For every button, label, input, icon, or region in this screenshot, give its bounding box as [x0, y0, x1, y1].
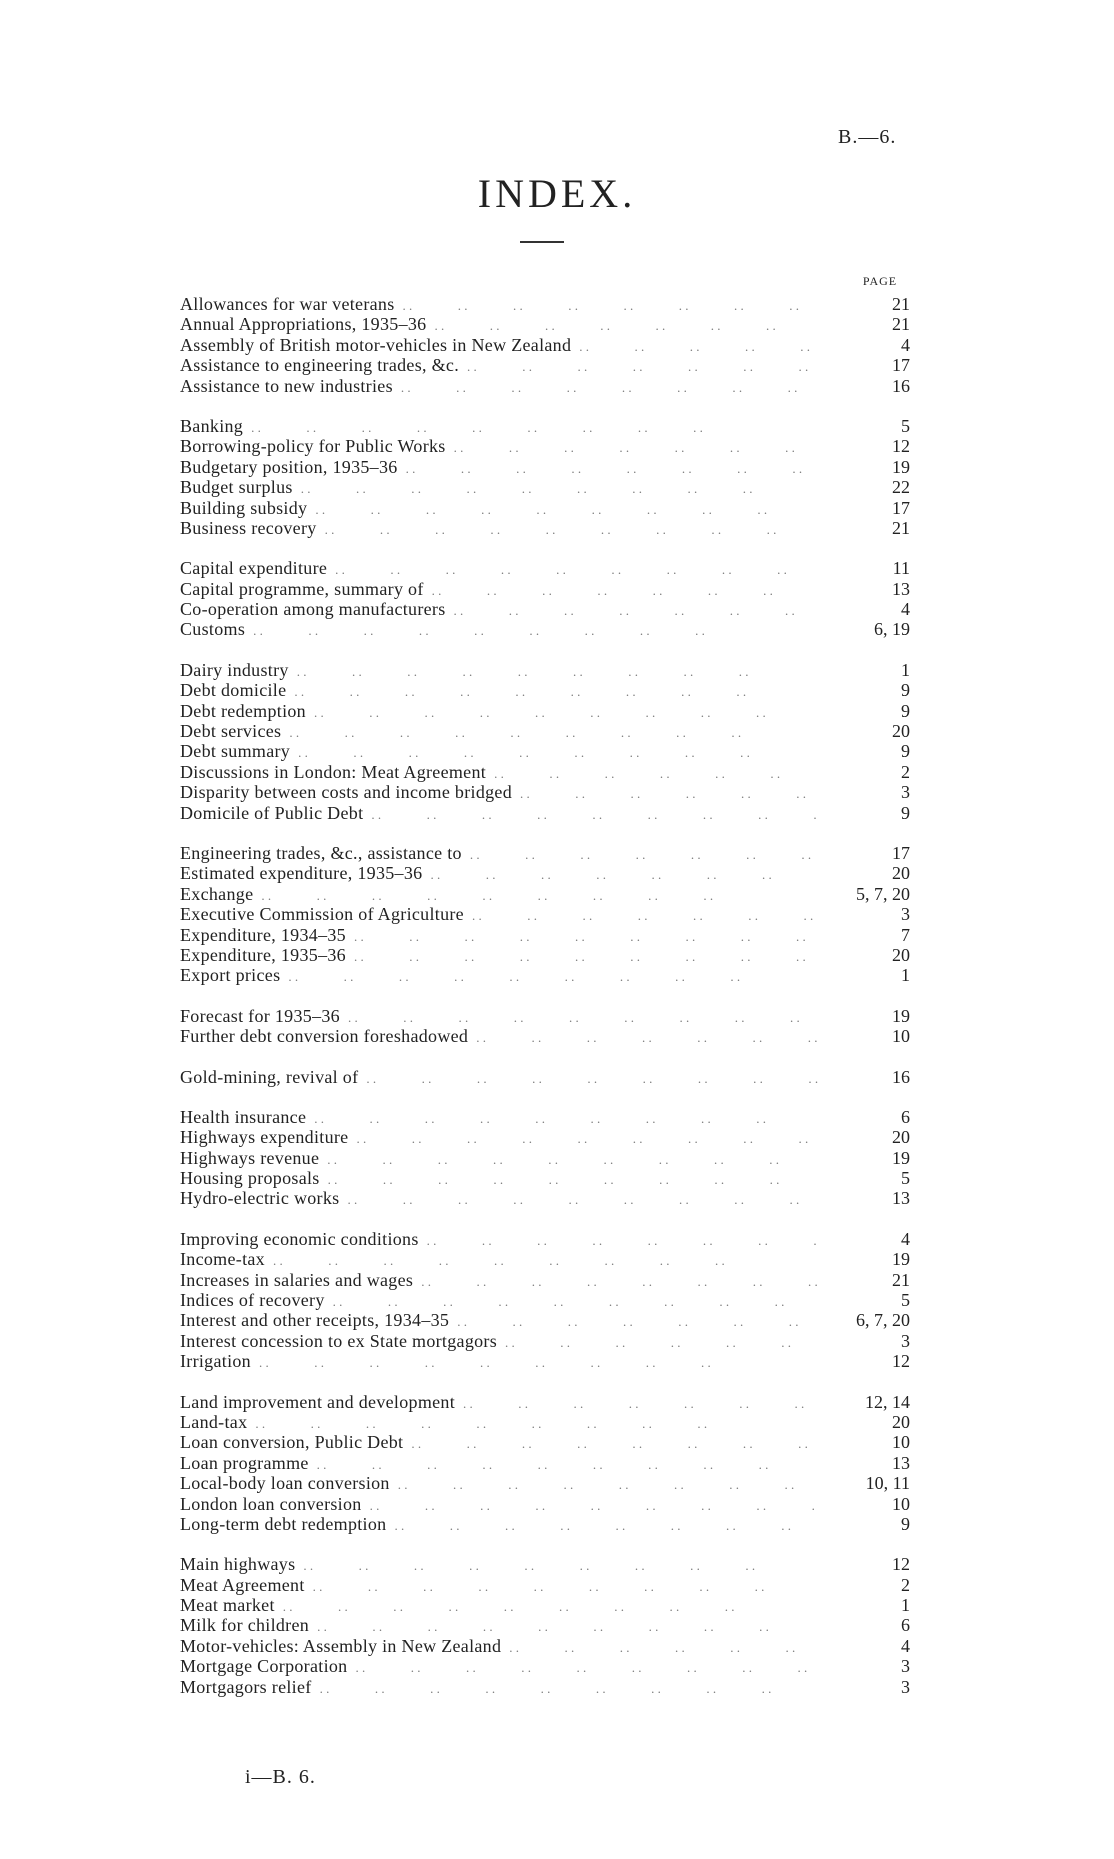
index-entry [180, 1473, 910, 1493]
index-term: London loan conversion [180, 1493, 362, 1514]
index-entry [180, 1310, 910, 1330]
index-entry [180, 294, 910, 314]
dot-leader [406, 459, 818, 479]
index-entry [180, 904, 910, 924]
dot-leader [294, 682, 818, 702]
index-page-number: 20 [892, 944, 910, 965]
index-entry [180, 1554, 910, 1574]
index-entry [180, 1494, 910, 1514]
index-page-number: 17 [892, 355, 910, 376]
index-term: Land-tax [180, 1411, 248, 1432]
index-page-number: 9 [901, 680, 910, 701]
index-entry [180, 1331, 910, 1351]
index-page-number: 6, 19 [874, 619, 910, 640]
dot-leader [255, 1414, 818, 1434]
dot-leader [347, 1190, 818, 1210]
dot-leader [283, 1597, 818, 1617]
dot-leader [317, 1455, 818, 1475]
index-page-number: 20 [892, 721, 910, 742]
dot-leader [366, 1069, 818, 1089]
dot-leader [454, 601, 818, 621]
index-term: Local-body loan conversion [180, 1473, 390, 1494]
index-page-number: 2 [901, 761, 910, 782]
dot-leader [470, 845, 818, 865]
dot-leader [398, 1475, 818, 1495]
index-entry [180, 579, 910, 599]
index-entry [180, 741, 910, 761]
index-term: Long-term debt redemption [180, 1513, 387, 1534]
index-entry [180, 1148, 910, 1168]
index-page-number: 3 [901, 904, 910, 925]
index-entry [180, 416, 910, 436]
dot-leader [370, 1496, 818, 1516]
index-term: Debt summary [180, 741, 291, 762]
index-page-number: 11 [892, 558, 910, 579]
index-page-number: 4 [901, 334, 910, 355]
index-entry [180, 721, 910, 741]
index-page-number: 21 [892, 294, 910, 314]
index-entry [180, 1006, 910, 1026]
index-entry [180, 1392, 910, 1412]
index-group [180, 1229, 910, 1372]
index-entry [180, 1595, 910, 1615]
index-term: Loan conversion, Public Debt [180, 1432, 404, 1453]
index-page-number: 9 [901, 1513, 910, 1534]
index-page-number: 1 [901, 965, 910, 986]
index-entry [180, 477, 910, 497]
index-page-number: 3 [901, 1676, 910, 1697]
index-page-number: 10 [892, 1493, 910, 1514]
dot-leader [333, 1292, 818, 1312]
index-group [180, 660, 910, 823]
dot-leader [251, 418, 818, 438]
index-entry [180, 335, 910, 355]
index-term: Meat market [180, 1595, 275, 1616]
index-group [180, 1107, 910, 1209]
dot-leader [454, 438, 818, 458]
title-rule [520, 241, 564, 243]
index-term: Interest concession to ex State mortgagors [180, 1330, 498, 1351]
dot-leader [328, 1170, 818, 1190]
index-entry [180, 558, 910, 578]
index-page-number: 6 [901, 1615, 910, 1636]
index-entry [180, 1067, 910, 1087]
index-group [180, 1067, 910, 1087]
index-term: Customs [180, 619, 246, 640]
dot-leader [509, 1638, 818, 1658]
index-list [180, 294, 910, 1717]
dot-leader [355, 1658, 818, 1678]
index-term: Assembly of British motor-vehicles in New Zealand [180, 334, 572, 355]
index-term: Disparity between costs and income bridged [180, 782, 513, 803]
index-term: Highways revenue [180, 1147, 320, 1168]
index-page-number: 12, 14 [865, 1391, 910, 1412]
index-term: Budgetary position, 1935–36 [180, 456, 398, 477]
dot-leader [314, 1109, 818, 1129]
index-term: Assistance to new industries [180, 375, 393, 396]
index-term: Capital expenditure [180, 558, 328, 579]
index-page-number: 16 [892, 375, 910, 396]
dot-leader [421, 1272, 818, 1292]
index-page-number: 20 [892, 863, 910, 884]
footer-signature: i—B. 6. [245, 1766, 316, 1788]
index-group [180, 843, 910, 986]
dot-leader [371, 805, 818, 825]
page-title: INDEX. [477, 171, 637, 216]
index-page-number: 22 [892, 477, 910, 498]
index-entry [180, 518, 910, 538]
dot-leader [288, 967, 818, 987]
index-entry [180, 457, 910, 477]
index-page-number: 10 [892, 1432, 910, 1453]
index-term: Motor-vehicles: Assembly in New Zealand [180, 1635, 502, 1656]
index-page-number: 1 [901, 659, 910, 680]
index-term: Debt domicile [180, 680, 287, 701]
index-term: Hydro-electric works [180, 1188, 340, 1209]
dot-leader [520, 784, 818, 804]
index-term: Budget surplus [180, 477, 293, 498]
index-term: Gold-mining, revival of [180, 1066, 359, 1087]
index-term: Expenditure, 1934–35 [180, 924, 346, 945]
index-page-number: 21 [892, 314, 910, 335]
index-page-number: 17 [892, 842, 910, 863]
index-entry [180, 1229, 910, 1249]
index-entry [180, 436, 910, 456]
dot-leader [457, 1312, 818, 1332]
dot-leader [313, 1577, 818, 1597]
dot-leader [579, 337, 818, 357]
dot-leader [325, 520, 818, 540]
dot-leader [434, 316, 818, 336]
index-term: Housing proposals [180, 1168, 320, 1189]
index-term: Main highways [180, 1554, 296, 1575]
index-page-number: 13 [892, 578, 910, 599]
index-entry [180, 1188, 910, 1208]
index-page-number: 6, 7, 20 [856, 1310, 910, 1331]
index-page-number: 12 [892, 1351, 910, 1372]
index-page-number: 6 [901, 1106, 910, 1127]
index-term: Indices of recovery [180, 1290, 325, 1311]
index-entry [180, 1270, 910, 1290]
page-reference: B.—6. [838, 126, 897, 148]
index-entry [180, 843, 910, 863]
index-page-number: 3 [901, 1656, 910, 1677]
index-term: Mortgagors relief [180, 1676, 312, 1697]
index-page-number: 19 [892, 1005, 910, 1026]
index-term: Increases in salaries and wages [180, 1269, 414, 1290]
dot-leader [297, 662, 818, 682]
index-term: Health insurance [180, 1106, 307, 1127]
index-entry [180, 599, 910, 619]
index-entry [180, 1107, 910, 1127]
dot-leader [354, 947, 818, 967]
index-group [180, 416, 910, 538]
index-entry [180, 1432, 910, 1452]
index-term: Domicile of Public Debt [180, 802, 364, 823]
index-term: Estimated expenditure, 1935–36 [180, 863, 423, 884]
index-page-number: 9 [901, 700, 910, 721]
dot-leader [432, 581, 818, 601]
index-page-number: 20 [892, 1127, 910, 1148]
index-term: Irrigation [180, 1351, 251, 1372]
index-page-number: 4 [901, 599, 910, 620]
index-entry [180, 680, 910, 700]
dot-leader [356, 1129, 818, 1149]
index-term: Dairy industry [180, 659, 289, 680]
page-column-heading: PAGE [862, 274, 898, 288]
dot-leader [298, 743, 818, 763]
index-entry [180, 1636, 910, 1656]
dot-leader [317, 1617, 818, 1637]
index-page-number: 3 [901, 1330, 910, 1351]
index-page-number: 4 [901, 1228, 910, 1249]
index-term: Discussions in London: Meat Agreement [180, 761, 487, 782]
index-page-number: 20 [892, 1411, 910, 1432]
index-term: Assistance to engineering trades, &c. [180, 355, 460, 376]
index-page-number: 21 [892, 1269, 910, 1290]
index-page-number: 13 [892, 1452, 910, 1473]
dot-leader [401, 378, 818, 398]
dot-leader [403, 296, 818, 316]
index-entry [180, 1514, 910, 1534]
index-group [180, 1392, 910, 1535]
dot-leader [354, 927, 818, 947]
dot-leader [472, 906, 818, 926]
index-term: Land improvement and development [180, 1391, 456, 1412]
index-term: Milk for children [180, 1615, 310, 1636]
index-entry [180, 1127, 910, 1147]
index-entry [180, 782, 910, 802]
index-entry [180, 701, 910, 721]
index-term: Exchange [180, 883, 254, 904]
index-entry [180, 1249, 910, 1269]
index-entry [180, 1677, 910, 1697]
index-group [180, 558, 910, 640]
index-entry [180, 1351, 910, 1371]
index-term: Meat Agreement [180, 1574, 305, 1595]
index-entry [180, 1290, 910, 1310]
index-group [180, 294, 910, 396]
dot-leader [314, 703, 818, 723]
dot-leader [476, 1028, 818, 1048]
dot-leader [348, 1008, 818, 1028]
index-term: Loan programme [180, 1452, 309, 1473]
index-page-number: 19 [892, 456, 910, 477]
index-page-number: 10 [892, 1026, 910, 1047]
dot-leader [463, 1394, 818, 1414]
index-term: Forecast for 1935–36 [180, 1005, 340, 1026]
dot-leader [301, 479, 818, 499]
dot-leader [467, 357, 818, 377]
dot-leader [327, 1150, 818, 1170]
index-term: Further debt conversion foreshadowed [180, 1026, 469, 1047]
index-page-number: 5 [901, 415, 910, 436]
index-page-number: 17 [892, 497, 910, 518]
index-entry [180, 925, 910, 945]
index-entry [180, 1453, 910, 1473]
index-entry [180, 660, 910, 680]
index-page-number: 9 [901, 741, 910, 762]
index-group [180, 1006, 910, 1047]
index-term: Annual Appropriations, 1935–36 [180, 314, 427, 335]
index-entry [180, 376, 910, 396]
index-page-number: 19 [892, 1249, 910, 1270]
index-entry [180, 884, 910, 904]
index-term: Income-tax [180, 1249, 265, 1270]
index-page-number: 5 [901, 1168, 910, 1189]
dot-leader [430, 865, 818, 885]
dot-leader [315, 500, 818, 520]
dot-leader [427, 1231, 818, 1251]
index-entry [180, 355, 910, 375]
index-page-number: 19 [892, 1147, 910, 1168]
index-entry [180, 945, 910, 965]
index-term: Interest and other receipts, 1934–35 [180, 1310, 450, 1331]
index-entry [180, 314, 910, 334]
index-term: Engineering trades, &c., assistance to [180, 842, 462, 863]
dot-leader [394, 1516, 818, 1536]
dot-leader [259, 1353, 818, 1373]
dot-leader [494, 764, 818, 784]
index-page-number: 10, 11 [865, 1473, 910, 1494]
dot-leader [261, 886, 818, 906]
index-page-number: 13 [892, 1188, 910, 1209]
index-entry [180, 619, 910, 639]
index-entry [180, 498, 910, 518]
index-term: Debt redemption [180, 700, 306, 721]
index-page-number: 2 [901, 1574, 910, 1595]
dot-leader [320, 1679, 818, 1699]
index-term: Debt services [180, 721, 282, 742]
dot-leader [303, 1556, 818, 1576]
index-term: Building subsidy [180, 497, 308, 518]
index-entry [180, 1575, 910, 1595]
index-term: Expenditure, 1935–36 [180, 944, 346, 965]
dot-leader [289, 723, 818, 743]
index-entry [180, 1168, 910, 1188]
index-entry [180, 762, 910, 782]
dot-leader [253, 621, 818, 641]
index-entry [180, 803, 910, 823]
index-term: Mortgage Corporation [180, 1656, 348, 1677]
index-page-number: 4 [901, 1635, 910, 1656]
index-entry [180, 1412, 910, 1432]
index-page-number: 16 [892, 1066, 910, 1087]
index-term: Executive Commission of Agriculture [180, 904, 464, 925]
index-page-number: 7 [901, 924, 910, 945]
index-entry [180, 863, 910, 883]
index-term: Highways expenditure [180, 1127, 349, 1148]
index-term: Co-operation among manufacturers [180, 599, 446, 620]
index-term: Allowances for war veterans [180, 294, 395, 314]
index-page-number: 5, 7, 20 [856, 883, 910, 904]
index-group [180, 1554, 910, 1697]
dot-leader [273, 1251, 818, 1271]
index-entry [180, 1656, 910, 1676]
index-entry [180, 1615, 910, 1635]
index-page-number: 1 [901, 1595, 910, 1616]
index-page-number: 12 [892, 436, 910, 457]
index-term: Borrowing-policy for Public Works [180, 436, 446, 457]
dot-leader [411, 1434, 818, 1454]
index-term: Improving economic conditions [180, 1228, 419, 1249]
dot-leader [335, 560, 818, 580]
index-term: Export prices [180, 965, 281, 986]
index-page-number: 3 [901, 782, 910, 803]
index-page-number: 21 [892, 517, 910, 538]
dot-leader [505, 1333, 818, 1353]
index-entry [180, 1026, 910, 1046]
index-term: Business recovery [180, 517, 317, 538]
index-page-number: 5 [901, 1290, 910, 1311]
index-entry [180, 965, 910, 985]
index-term: Capital programme, summary of [180, 578, 424, 599]
index-page-number: 9 [901, 802, 910, 823]
index-term: Banking [180, 415, 244, 436]
index-page-number: 12 [892, 1554, 910, 1575]
